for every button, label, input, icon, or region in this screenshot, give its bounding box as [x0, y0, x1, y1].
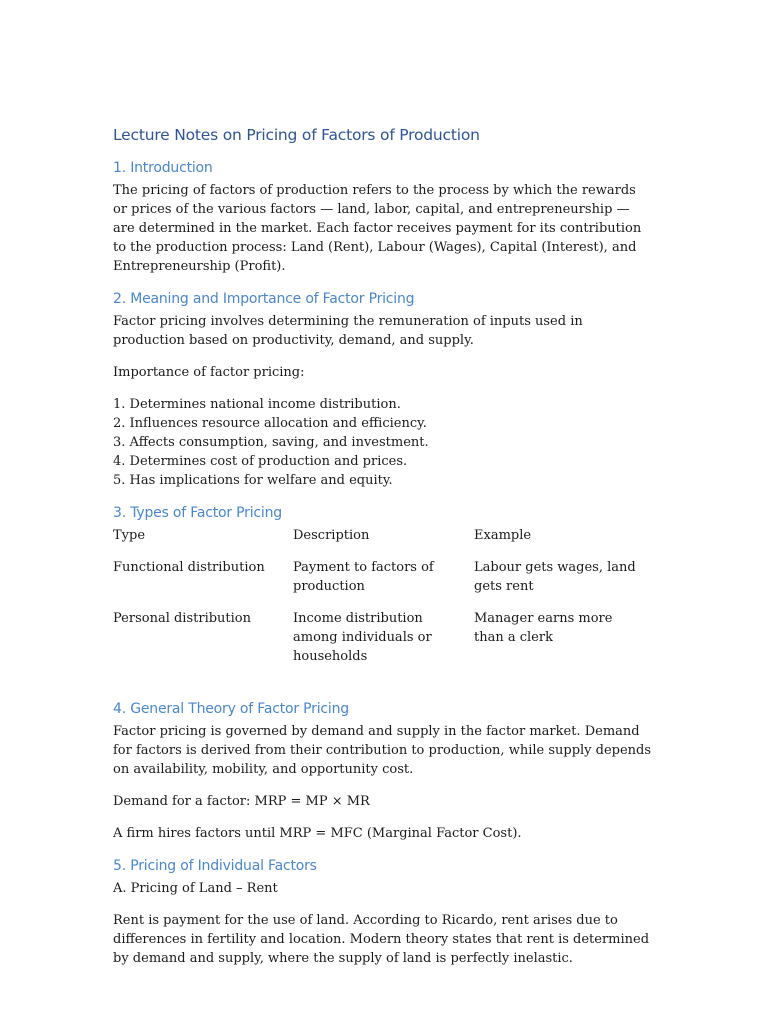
table-cell [474, 558, 653, 609]
list-item: 3. Affects consumption, saving, and investment. [113, 435, 429, 450]
paragraph: Factor pricing involves determining the remuneration of inputs used in production based on productivity, demand, and supply. [113, 314, 583, 348]
cell-text: Payment to factors of production [293, 560, 434, 594]
cell-text: Manager earns more than a clerk [474, 611, 613, 645]
table-cell [113, 609, 293, 679]
section-heading: 3. Types of Factor Pricing [113, 505, 282, 521]
cell-text: Income distribution among individuals or households [293, 611, 432, 664]
table-cell [293, 558, 474, 609]
table-cell [113, 558, 293, 609]
section-general-theory [113, 699, 653, 843]
section-types [113, 503, 653, 679]
paragraph: Importance of factor pricing: [113, 365, 305, 380]
section-heading: 2. Meaning and Importance of Factor Pricing [113, 291, 415, 307]
types-table [113, 526, 653, 679]
section-meaning-importance [113, 289, 653, 490]
table-cell [474, 609, 653, 679]
list-item: 5. Has implications for welfare and equity. [113, 473, 393, 488]
table-header-cell: Example [474, 528, 532, 543]
section-introduction [113, 158, 653, 276]
section-heading: 5. Pricing of Individual Factors [113, 858, 317, 874]
table-header-row [113, 526, 653, 558]
list-item: 1. Determines national income distribution. [113, 397, 401, 412]
paragraph: Factor pricing is governed by demand and supply in the factor market. Demand for factors is derived from their contribution to production, while supply depends on availability, mobility, and opportunity cost. [113, 724, 652, 777]
list-item: 4. Determines cost of production and prices. [113, 454, 408, 469]
table-row [113, 609, 653, 679]
document-title: Lecture Notes on Pricing of Factors of Production [113, 126, 480, 144]
subheading-paragraph: A. Pricing of Land – Rent [113, 881, 278, 896]
cell-text: Personal distribution [113, 611, 252, 626]
importance-list [113, 395, 653, 490]
paragraph: The pricing of factors of production refers to the process by which the rewards or prices of the various factors — land, labor, capital, and entrepreneurship — are determined in the market. Each factor receives payment for its contribution to the production process: Land (Rent), Labour (Wages), Capital (Interest), and Entrepreneurship (Profit). [113, 183, 642, 274]
paragraph: A firm hires factors until MRP = MFC (Marginal Factor Cost). [113, 826, 522, 841]
section-heading: 4. General Theory of Factor Pricing [113, 701, 349, 717]
section-individual-factors [113, 856, 653, 968]
table-cell [293, 609, 474, 679]
section-heading: 1. Introduction [113, 160, 213, 176]
cell-text: Functional distribution [113, 560, 265, 575]
table-header-cell: Description [293, 528, 370, 543]
cell-text: Labour gets wages, land gets rent [474, 560, 636, 594]
formula-paragraph: Demand for a factor: MRP = MP × MR [113, 794, 370, 809]
paragraph: Rent is payment for the use of land. According to Ricardo, rent arises due to differences in fertility and location. Modern theory states that rent is determined by demand and supply, where the supply of land is perfectly inelastic. [113, 913, 650, 966]
document-page [113, 122, 653, 981]
table-header-cell: Type [113, 528, 146, 543]
list-item: 2. Influences resource allocation and efficiency. [113, 416, 427, 431]
table-row [113, 558, 653, 609]
